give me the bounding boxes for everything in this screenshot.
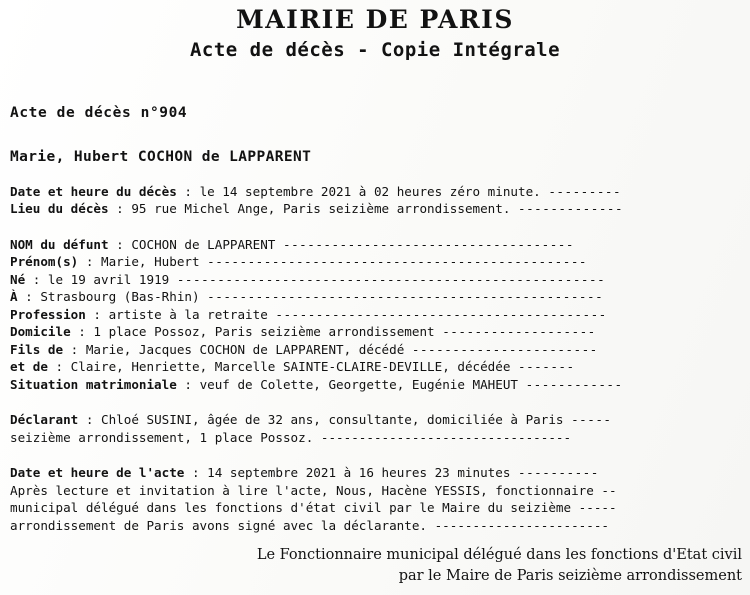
field-separator: : [184,465,208,481]
page-subtitle: Acte de décès - Copie Intégrale [189,38,561,61]
field-value: le 19 avril 1919 [47,271,177,287]
signature-line-2: par le Maire de Paris seizième arrondissement [398,568,742,584]
field-declarant [10,411,738,429]
signature-line-1: Le Fonctionnaire municipal délégué dans les fonctions d'Etat civil [256,547,742,563]
field-label: Date et heure de l'acte [10,465,185,481]
field-value: Marie, Jacques COCHON de LAPPARENT, décédé [85,341,412,357]
field-label: Né [10,271,26,287]
field-fils-de [10,341,738,359]
field-value: artiste à la retraite [108,306,276,322]
field-label: Lieu du décès [10,201,109,217]
field-dashes: ------------------------------------ [282,236,574,252]
field-value: le 14 septembre 2021 à 02 heures zéro minute. [199,183,549,199]
field-separator: : [85,306,109,322]
field-separator: : [176,376,200,392]
field-lieu-deces [10,200,738,218]
field-separator: : [47,359,71,375]
field-label: Date et heure du décès [10,183,177,199]
act-number: Acte de décès n°904 [10,104,188,121]
field-separator: : [78,254,101,270]
field-separator: : [78,412,101,428]
declarant-continuation: seizième arrondissement, 1 place Possoz. --------------------------------- [10,429,572,445]
field-separator: : [108,236,132,252]
field-value: 95 rue Michel Ange, Paris seizième arrondissement. [131,201,519,217]
field-separator: : [25,271,48,287]
field-label: Situation matrimoniale [10,376,177,392]
field-dashes: ------- [518,359,575,375]
page-title: MAIRIE DE PARIS [236,5,514,34]
field-label: Prénom(s) [10,254,79,270]
field-separator: : [17,289,41,305]
field-dashes: ----------------------------------------- [275,306,607,322]
field-separator: : [63,341,86,357]
field-separator: : [108,201,132,217]
field-value: COCHON de LAPPARENT [131,236,283,252]
field-separator: : [70,324,94,340]
field-dashes: ----------------------- [411,341,598,357]
field-prenoms [10,253,738,271]
field-label: Fils de [10,341,64,357]
field-value: Marie, Hubert [101,254,208,270]
act-paragraph-line-3: arrondissement de Paris avons signé avec la déclarante. ----------------------- [10,517,609,533]
field-nom-defunt [10,236,738,254]
field-dashes: ------------------- [442,324,596,340]
deceased-name: Marie, Hubert COCHON de LAPPARENT [10,148,312,165]
field-separator: : [176,183,200,199]
field-value: Strasbourg (Bas-Rhin) [40,289,208,305]
field-situation-matrimoniale [10,376,738,394]
field-profession [10,306,738,324]
field-date-heure-deces [10,183,738,201]
declarant-group [10,411,738,446]
field-dashes: --------- [548,183,622,199]
act-date-group [10,464,738,534]
field-value: Chloé SUSINI, âgée de 32 ans, consultante, domiciliée à Paris [101,412,572,428]
field-value: 14 septembre 2021 à 16 heures 23 minutes [207,465,519,481]
identity-group [10,236,738,394]
field-domicile [10,323,738,341]
field-value: Claire, Henriette, Marcelle SAINTE-CLAIRE-DEVILLE, décédée [70,359,519,375]
field-dashes: ----------------------------------------------------- [176,271,606,287]
field-ne [10,271,738,289]
field-dashes: ------------------------------------------------- [207,289,604,305]
field-value: veuf de Colette, Georgette, Eugénie MAHEUT [199,376,526,392]
field-dashes: ----- [571,412,612,428]
field-dashes: ----------------------------------------------- [207,254,588,270]
document-header [0,0,750,61]
field-dashes: ---------- [518,465,599,481]
field-dashes: ------------ [525,376,623,392]
act-paragraph-line-1: Après lecture et invitation à lire l'acte, Nous, Hacène YESSIS, fonctionnaire -- [10,482,617,498]
field-value: 1 place Possoz, Paris seizième arrondissement [93,324,443,340]
field-label: Domicile [10,324,71,340]
field-dashes: ------------- [518,201,624,217]
death-details-group [10,183,738,218]
document-body [0,105,750,535]
field-label: Profession [10,306,86,322]
field-label: Déclarant [10,412,79,428]
field-label: et de [10,359,48,375]
act-paragraph-line-2: municipal délégué dans les fonctions d'état civil par le Maire du seizième ----- [10,500,617,516]
field-et-de [10,358,738,376]
field-date-heure-acte [10,464,738,482]
field-a [10,288,738,306]
field-label: À [10,289,18,305]
signature-block [0,545,742,587]
field-label: NOM du défunt [10,236,109,252]
